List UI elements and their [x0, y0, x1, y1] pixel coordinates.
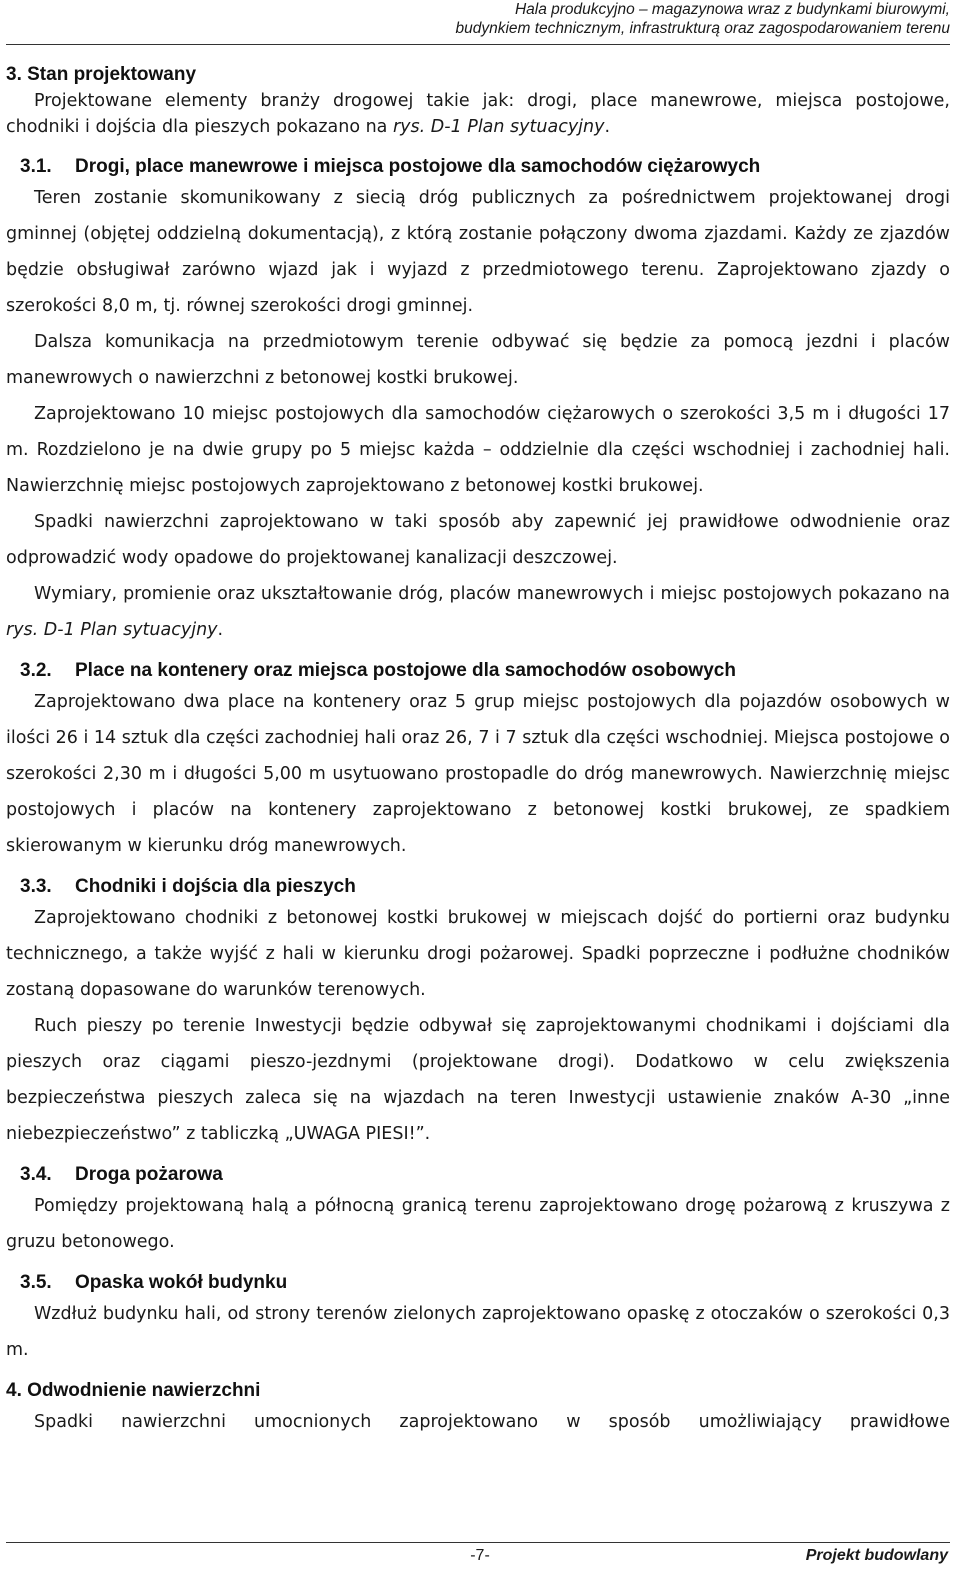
section-3-4-paragraph-1: Pomiędzy projektowaną halą a północną granicą terenu zaprojektowano drogę pożarową z kruszywa z gruzu betonowego. [6, 1196, 950, 1252]
section-3-1-number: 3.1. [20, 156, 52, 177]
section-3-1-paragraph-5 [6, 576, 950, 648]
header-divider [6, 44, 950, 45]
section-4-title: 4. Odwodnienie nawierzchni [6, 1380, 261, 1401]
footer-document-title: Projekt budowlany [805, 1547, 948, 1564]
footer-divider [6, 1542, 950, 1543]
section-3-1-paragraph-4: Spadki nawierzchni zaprojektowano w taki sposób aby zapewnić jej prawidłowe odwodnienie oraz odprowadzić wody opadowe do projektowanej kanalizacji deszczowej. [6, 512, 950, 568]
section-3-1-text-end: . [217, 620, 224, 640]
section-3-3-heading [6, 874, 950, 900]
section-3-1-paragraph-3: Zaprojektowano 10 miejsc postojowych dla samochodów ciężarowych o szerokości 3,5 m i długości 17 m. Rozdzielono je na dwie grupy po 5 miejsc każda – oddzielnie dla części wschodniej i zachodniej hali. Nawierzchnię miejsc postojowych zaprojektowano z betonowej kostki brukowej. [6, 404, 950, 496]
section-3-3-paragraph-1: Zaprojektowano chodniki z betonowej kostki brukowej w miejscach dojść do portierni oraz budynku technicznego, a także wyjść z hali w kierunku drogi pożarowej. Spadki poprzeczne i podłużne chodników zostaną dopasowane do warunków terenowych. [6, 908, 950, 1000]
section-3-2-paragraph-1: Zaprojektowano dwa place na kontenery oraz 5 grup miejsc postojowych dla pojazdów osobowych w ilości 26 i 14 sztuk dla części zachodniej hali oraz 26, 7 i 7 sztuk dla części wschodniej. Miejsca postojowe o szerokości 2,30 m i długości 5,00 m usytuowano prostopadle do dróg manewrowych. Nawierzchnię miejsc postojowych i placów na kontenery zaprojektowano z betonowej kostki brukowej, ze spadkiem skierowanym w kierunku dróg manewrowych. [6, 692, 950, 856]
section-3-2-heading [6, 658, 950, 684]
section-3-2-title: Place na kontenery oraz miejsca postojowe dla samochodów osobowych [75, 660, 736, 681]
header-line-2: budynkiem technicznym, infrastrukturą oraz zagospodarowaniem terenu [455, 20, 950, 37]
section-3-5-title: Opaska wokół budynku [75, 1272, 288, 1293]
section-3-title: 3. Stan projektowany [6, 64, 197, 85]
section-3-5-number: 3.5. [20, 1272, 52, 1293]
document-body [6, 62, 950, 1440]
section-3-1-paragraph-1: Teren zostanie skomunikowany z siecią dróg publicznych za pośrednictwem projektowanej drogi gminnej (objętej oddzielną dokumentacją), z którą zostanie połączony dwoma zjazdami. Każdy ze zjazdów będzie obsługiwał zarówno wjazd jak i wyjazd z przedmiotowego terenu. Zaprojektowano zjazdy o szerokości 8,0 m, tj. równej szerokości drogi gminnej. [6, 188, 950, 316]
section-3-4-heading [6, 1162, 950, 1188]
section-3-1-title: Drogi, place manewrowe i miejsca postojowe dla samochodów ciężarowych [75, 156, 761, 177]
section-3-paragraph [6, 88, 950, 140]
drawing-reference: rys. D-1 Plan sytuacyjny [392, 117, 605, 137]
section-3-1-paragraph-2: Dalsza komunikacja na przedmiotowym terenie odbywać się będzie za pomocą jezdni i placów manewrowych o nawierzchni z betonowej kostki brukowej. [6, 332, 950, 388]
section-3-3-title: Chodniki i dojścia dla pieszych [75, 876, 356, 897]
section-3-1-heading [6, 154, 950, 180]
section-3-5-paragraph-1: Wzdłuż budynku hali, od strony terenów zielonych zaprojektowano opaskę z otoczaków o szerokości 0,3 m. [6, 1304, 950, 1360]
section-3-3-number: 3.3. [20, 876, 52, 897]
drawing-reference: rys. D-1 Plan sytuacyjny [6, 620, 218, 640]
running-header [0, 0, 950, 38]
section-3-5-heading [6, 1270, 950, 1296]
section-4-paragraph-1: Spadki nawierzchni umocnionych zaprojektowano w sposób umożliwiający prawidłowe [34, 1412, 950, 1432]
section-3-3-paragraph-2: Ruch pieszy po terenie Inwestycji będzie odbywał się zaprojektowanymi chodnikami i dojściami dla pieszych oraz ciągami pieszo-jezdnymi (projektowane drogi). Dodatkowo w celu zwiększenia bezpieczeństwa pieszych zaleca się na wjazdach na teren Inwestycji ustawienie znaków A-30 „inne niebezpieczeństwo” z tabliczką „UWAGA PIESI!”. [6, 1016, 950, 1144]
header-line-1: Hala produkcyjno – magazynowa wraz z budynkami biurowymi, [514, 1, 950, 18]
section-3-text-end: . [604, 117, 611, 137]
section-3-text: Projektowane elementy branży drogowej takie jak: drogi, place manewrowe, miejsca postojowe, chodniki i dojścia dla pieszych pokazano na [6, 91, 950, 137]
section-3-4-title: Droga pożarowa [75, 1164, 223, 1185]
page-number: -7- [470, 1547, 490, 1564]
section-3-1-text: Wymiary, promienie oraz ukształtowanie dróg, placów manewrowych i miejsc postojowych pokazano na [34, 584, 950, 604]
section-3-4-number: 3.4. [20, 1164, 52, 1185]
section-3-2-number: 3.2. [20, 660, 52, 681]
